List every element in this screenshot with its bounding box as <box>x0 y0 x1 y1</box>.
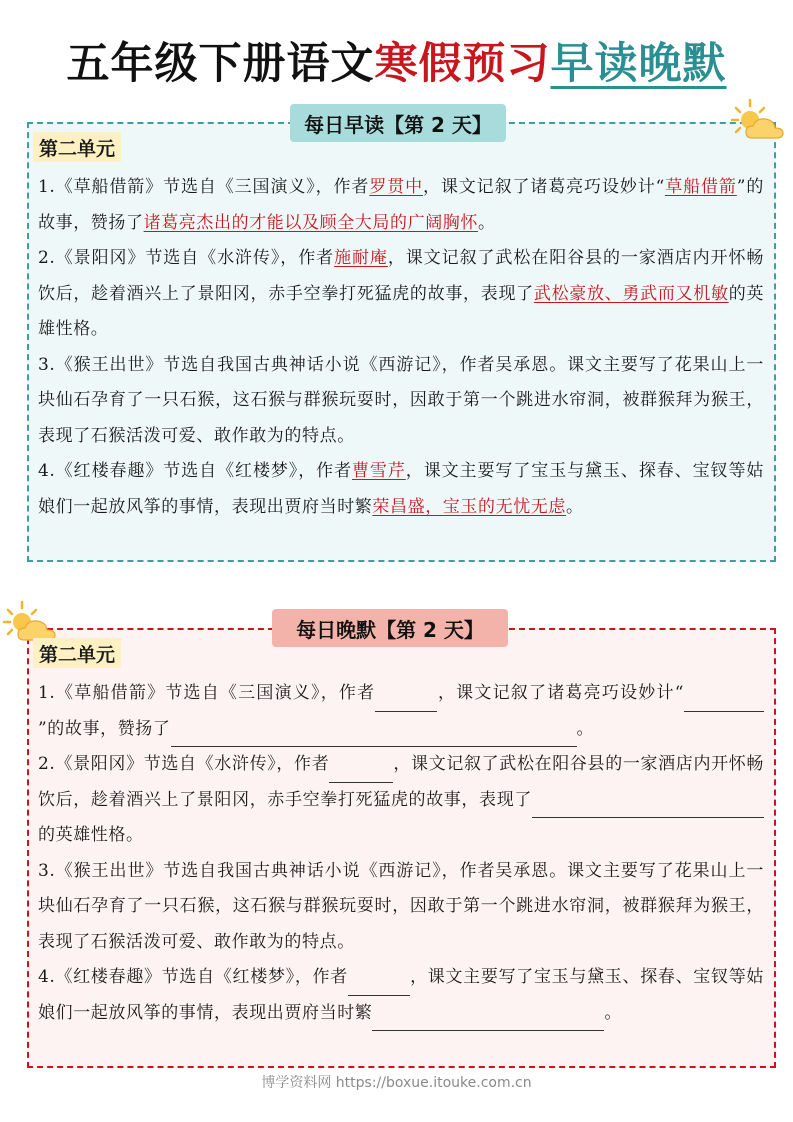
fill-blank[interactable] <box>171 728 577 747</box>
answer-author: 施耐庵 <box>334 248 388 268</box>
text: 。 <box>566 496 584 517</box>
text: ”的故事，赞扬了 <box>38 718 171 739</box>
text: 2.《景阳冈》节选自《水浒传》，作者 <box>38 754 330 774</box>
fill-blank[interactable] <box>684 693 764 712</box>
evening-content <box>38 676 764 1031</box>
title-part-3: 早读晚默 <box>550 39 727 89</box>
morning-unit-label: 第二单元 <box>33 132 121 162</box>
fill-blank[interactable] <box>348 977 410 996</box>
morning-item-4 <box>38 454 764 525</box>
text: ，课文主要写了宝玉与黛玉、探春、宝钗等姑娘们一起放风筝的事情，表现出贾府当时繁 <box>38 461 764 517</box>
text: 4.《红楼春趣》节选自《红楼梦》，作者 <box>38 461 352 481</box>
answer-praise: 诸葛亮杰出的才能以及顾全大局的广阔胸怀 <box>143 212 479 233</box>
evening-badge: 每日晚默【第 2 天】 <box>272 609 508 647</box>
answer-character: 武松豪放、勇武而又机敏 <box>533 283 729 304</box>
text: 的英雄性格。 <box>38 283 764 339</box>
text: 。 <box>604 1002 623 1023</box>
text: 1.《草船借箭》节选自《三国演义》，作者 <box>38 177 370 197</box>
text: 。 <box>478 212 496 233</box>
text: ，课文记叙了诸葛亮巧设妙计“ <box>437 683 684 703</box>
morning-item-3: 3.《猴王出世》节选自我国古典神话小说《西游记》，作者吴承恩。课文主要写了花果山上一块仙石孕育了一只石猴，这石猴与群猴玩耍时，因敢于第一个跳进水帘洞，被群猴拜为猴王，表现了石猴活泼可爱、敢作敢为的特点。 <box>38 354 764 446</box>
text: 2.《景阳冈》节选自《水浒传》，作者 <box>38 248 335 268</box>
text: ，课文记叙了武松在阳谷县的一家酒店内开怀畅饮后，趁着酒兴上了景阳冈，赤手空拳打死猛虎的故事，表现了 <box>38 754 764 810</box>
answer-author: 罗贯中 <box>369 177 423 197</box>
fill-blank[interactable] <box>532 799 764 818</box>
morning-item-2 <box>38 241 764 348</box>
text: 。 <box>576 718 595 739</box>
text: 1.《草船借箭》节选自《三国演义》，作者 <box>38 683 376 703</box>
title-part-2: 寒假预习 <box>374 39 551 89</box>
footer-watermark: 博学资料网 https://boxue.itouke.com.cn <box>261 1075 532 1091</box>
evening-item-2 <box>38 747 764 854</box>
text: ，课文主要写了宝玉与黛玉、探春、宝钗等姑娘们一起放风筝的事情，表现出贾府当时繁 <box>38 967 765 1023</box>
page-title <box>0 32 793 96</box>
evening-item-3: 3.《猴王出世》节选自我国古典神话小说《西游记》，作者吴承恩。课文主要写了花果山上一块仙石孕育了一只石猴，这石猴与群猴玩耍时，因敢于第一个跳进水帘洞，被群猴拜为猴王，表现了石猴活泼可爱、敢作敢为的特点。 <box>38 860 764 952</box>
morning-badge: 每日早读【第 2 天】 <box>290 104 506 142</box>
fill-blank[interactable] <box>329 764 393 783</box>
title-part-1: 五年级下册语文 <box>66 39 375 89</box>
sun-cloud-icon <box>730 98 786 144</box>
evening-unit-label: 第二单元 <box>33 638 121 668</box>
text: 的英雄性格。 <box>38 825 144 845</box>
text: 4.《红楼春趣》节选自《红楼梦》，作者 <box>38 967 348 987</box>
morning-content <box>38 170 764 525</box>
answer-author: 曹雪芹 <box>352 461 406 481</box>
fill-blank[interactable] <box>562 1012 604 1031</box>
evening-item-4 <box>38 960 764 1031</box>
morning-item-1 <box>38 170 764 241</box>
fill-blank[interactable] <box>375 693 437 712</box>
fill-blank[interactable] <box>372 1012 562 1031</box>
text: ”的故事，赞扬了 <box>38 177 764 233</box>
answer-story: 草船借箭 <box>664 177 737 197</box>
text: ，课文记叙了武松在阳谷县的一家酒店内开怀畅饮后，趁着酒兴上了景阳冈，赤手空拳打死猛虎的故事，表现了 <box>38 248 764 304</box>
answer-theme: 荣昌盛，宝玉的无忧无虑 <box>372 496 567 517</box>
text: ，课文记叙了诸葛亮巧设妙计“ <box>423 177 665 197</box>
evening-item-1 <box>38 676 764 747</box>
